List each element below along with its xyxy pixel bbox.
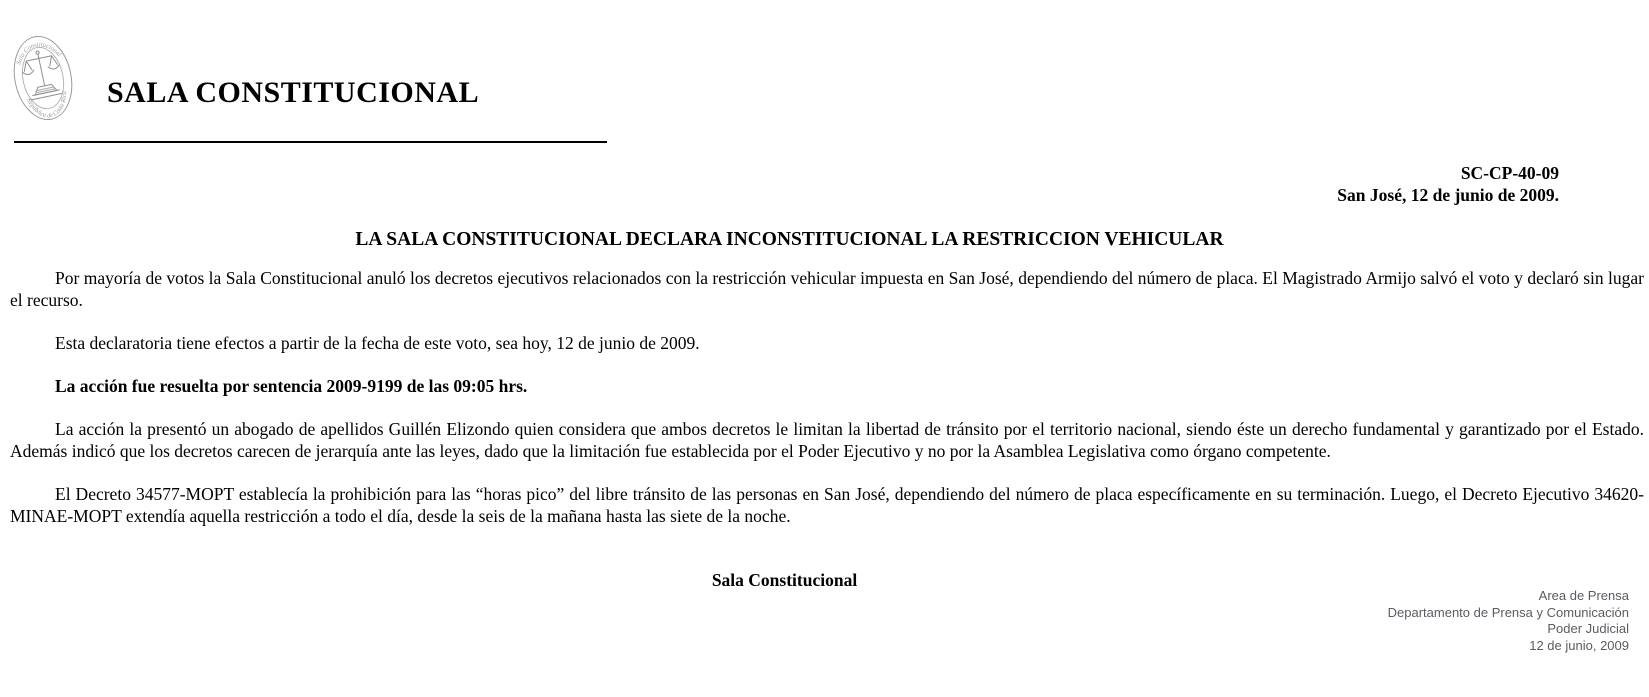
doc-number: SC-CP-40-09 bbox=[1460, 163, 1559, 183]
dateline: San José, 12 de junio de 2009. bbox=[1337, 185, 1559, 205]
seal-bottom-text: República de Costa Rica bbox=[25, 90, 69, 120]
footer-line: 12 de junio, 2009 bbox=[1529, 637, 1629, 653]
paragraph-bold-resolution: La acción fue resuelta por sentencia 2009-9199 de las 09:05 hrs. bbox=[55, 376, 528, 396]
paragraph: Esta declaratoria tiene efectos a partir de la fecha de este voto, sea hoy, 12 de junio de 2009. bbox=[55, 333, 700, 353]
header-divider bbox=[14, 141, 607, 143]
seal-top-text: Sala Constitucional bbox=[15, 41, 63, 66]
footer-line: Poder Judicial bbox=[1547, 621, 1629, 636]
headline: LA SALA CONSTITUCIONAL DECLARA INCONSTITUCIONAL LA RESTRICCION VEHICULAR bbox=[355, 229, 1224, 250]
footer-line: Departamento de Prensa y Comunicación bbox=[1387, 604, 1629, 620]
footer-line: Area de Prensa bbox=[1538, 588, 1629, 603]
footer-block bbox=[1388, 588, 1629, 654]
body-text bbox=[10, 267, 1644, 548]
signature: Sala Constitucional bbox=[711, 570, 858, 590]
svg-text:República de Costa Rica bbox=[24, 89, 73, 124]
paragraph: Por mayoría de votos la Sala Constitucional anuló los decretos ejecutivos relacionados con la restricción vehicular impuesta en San José, dependiendo del número de placa. El Magistrado Armijo salvó el voto y declaró sin lugar el recurso. bbox=[10, 268, 1644, 310]
paragraph: La acción la presentó un abogado de apellidos Guillén Elizondo quien considera que ambos decretos le limitan la libertad de tránsito por el territorio nacional, siendo éste un derecho fundamental y garantizado por el Estado. Además indicó que los decretos carecen de jerarquía ante las leyes, dado que la limitación fue establecida por el Poder Ejecutivo y no por la Asamblea Legislativa como órgano competente. bbox=[10, 419, 1644, 461]
justice-scales-seal-icon bbox=[10, 30, 76, 126]
paragraph: El Decreto 34577-MOPT establecía la prohibición para las “horas pico” del libre tránsito de las personas en San José, dependiendo del número de placa específicamente en su terminación. Luego, el Decreto Ejecutivo 34620-MINAE-MOPT extendía aquella restricción a todo el día, desde la seis de la mañana hasta las siete de la noche. bbox=[10, 484, 1644, 526]
reference-block bbox=[1337, 162, 1559, 206]
org-title: SALA CONSTITUCIONAL bbox=[107, 76, 480, 109]
